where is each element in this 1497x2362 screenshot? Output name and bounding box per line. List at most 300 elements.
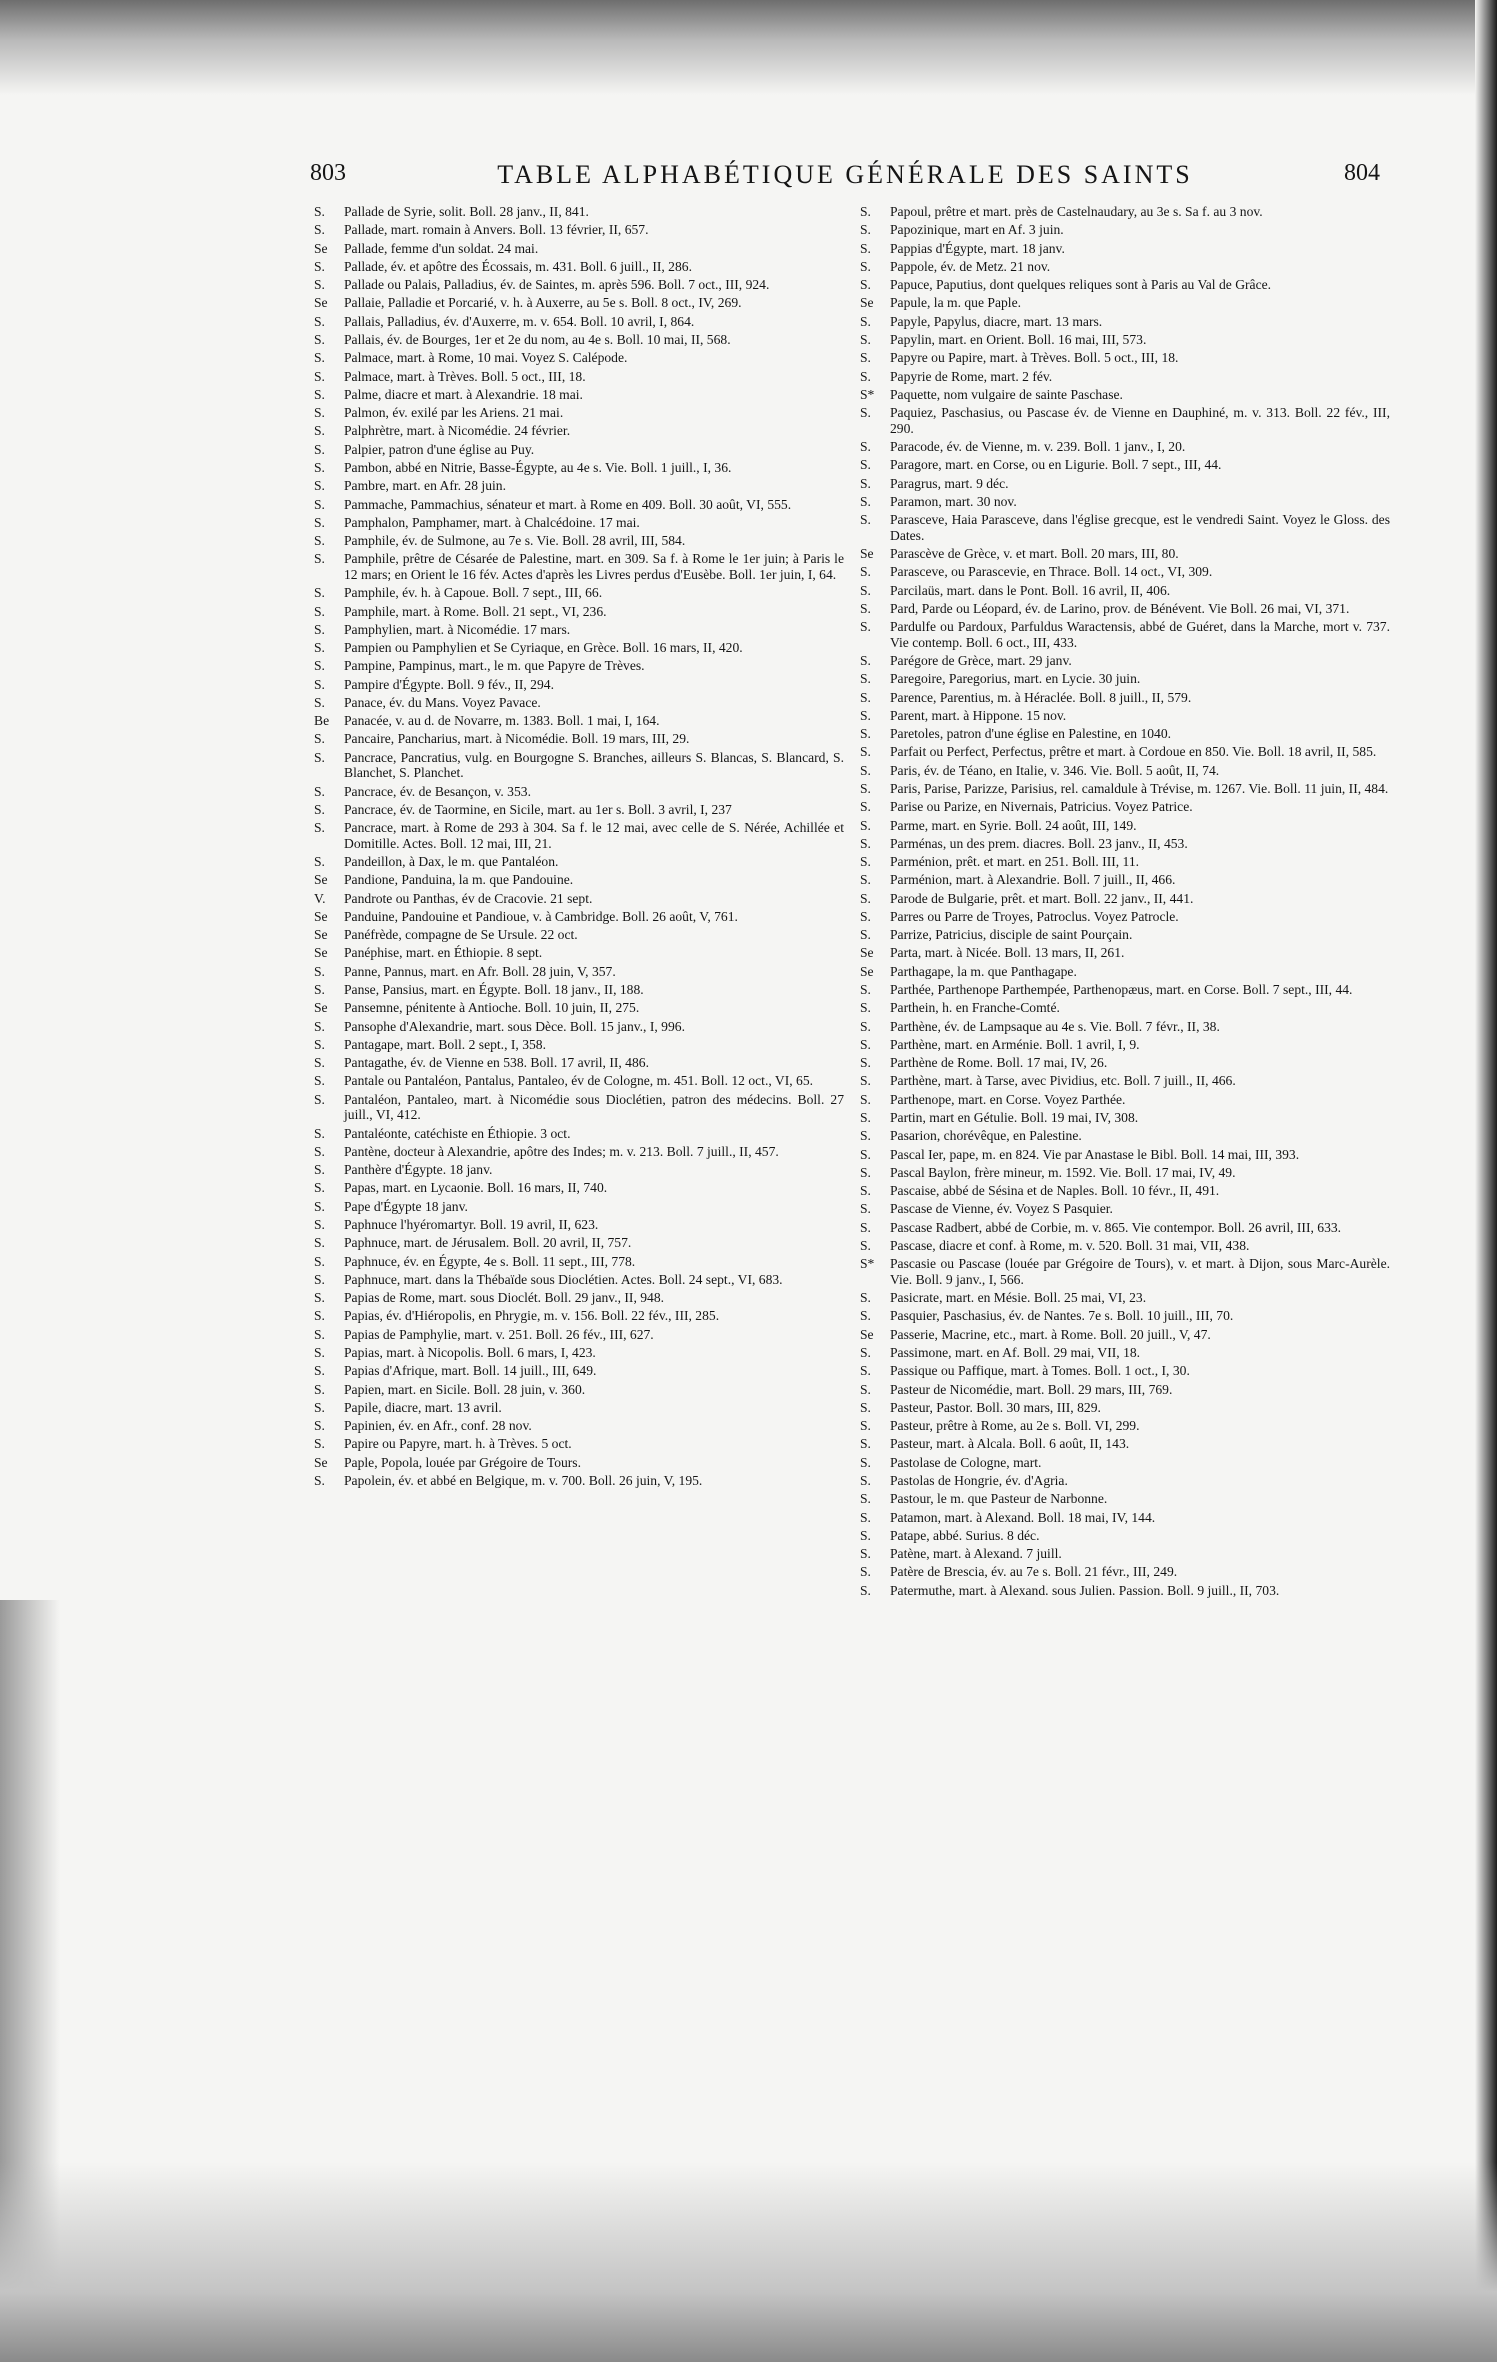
entry-prefix: S. (860, 600, 871, 616)
entry-prefix: Se (860, 295, 874, 311)
entry-prefix: S. (860, 1036, 871, 1052)
index-entry (314, 1019, 844, 1035)
page-number-left: 803 (310, 160, 346, 186)
entry-text: Parthagape, la m. que Panthagape. (890, 963, 1077, 979)
entry-prefix: S. (314, 854, 325, 870)
entry-prefix: S. (314, 1091, 325, 1107)
entry-text: Paris, Parise, Parizze, Parisius, rel. camaldule à Trévise, m. 1267. Vie. Boll. 11 juin, II, 484. (890, 780, 1389, 796)
entry-text: Pambre, mart. en Afr. 28 juin. (344, 478, 506, 494)
entry-prefix: Se (314, 908, 328, 924)
right-column (860, 204, 1390, 1601)
entry-prefix: S. (860, 652, 871, 668)
entry-prefix: Se (314, 927, 328, 943)
entry-prefix: S. (860, 1219, 871, 1235)
entry-text: Pasarion, chorévêque, en Palestine. (890, 1128, 1082, 1144)
index-entry (860, 854, 1390, 870)
scan-shadow-right (1475, 0, 1497, 2362)
entry-text: Patamon, mart. à Alexand. Boll. 18 mai, IV, 144. (890, 1509, 1156, 1525)
entry-prefix: S. (860, 222, 871, 238)
index-entry (860, 277, 1390, 293)
index-entry (860, 1491, 1390, 1507)
entry-prefix: S. (314, 405, 325, 421)
entry-prefix: S. (860, 1308, 871, 1324)
index-entry (314, 204, 844, 220)
entry-text: Pasquier, Paschasius, év. de Nantes. 7e s. Boll. 10 juill., III, 70. (890, 1308, 1234, 1324)
entry-text: Pappole, év. de Metz. 21 nov. (890, 258, 1051, 274)
entry-prefix: S. (860, 1018, 871, 1034)
index-entry (314, 1272, 844, 1288)
index-entry (860, 1564, 1390, 1580)
entry-prefix: S. (860, 1237, 871, 1253)
entry-text: Pascaise, abbé de Sésina et de Naples. Boll. 10 févr., II, 491. (890, 1183, 1220, 1199)
entry-text: Papuce, Paputius, dont quelques reliques sont à Paris au Val de Grâce. (890, 277, 1272, 293)
entry-prefix: S. (860, 1527, 871, 1543)
index-entry (314, 405, 844, 421)
entry-prefix: S. (314, 222, 325, 238)
entry-text: Pardulfe ou Pardoux, Parfuldus Waractensis, abbé de Guéret, dans la Marche, mort v. 737. Vie contemp. Boll. 6 oct., III, 433. (890, 619, 1390, 650)
index-entry (860, 1327, 1390, 1343)
entry-text: Pancrace, Pancratius, vulg. en Bourgogne S. Branches, ailleurs S. Blancas, S. Blancard, S. Blanchet, S. Planchet. (344, 749, 844, 781)
entry-prefix: S. (860, 1164, 871, 1180)
entry-prefix: S. (860, 817, 871, 833)
entry-text: Parcilaüs, mart. dans le Pont. Boll. 16 avril, II, 406. (890, 582, 1171, 598)
index-entry (860, 387, 1390, 403)
entry-text: Patermuthe, mart. à Alexand. sous Julien. Passion. Boll. 9 juill., II, 703. (890, 1582, 1280, 1598)
index-entry (860, 671, 1390, 687)
entry-text: Pamphalon, Pamphamer, mart. à Chalcédoine. 17 mai. (344, 514, 640, 530)
entry-prefix: S. (860, 927, 871, 943)
entry-prefix: S. (860, 744, 871, 760)
index-entry (860, 708, 1390, 724)
entry-prefix: S. (860, 368, 871, 384)
entry-text: Parménion, mart. à Alexandrie. Boll. 7 juill., II, 466. (890, 872, 1176, 888)
index-entry (314, 713, 844, 729)
index-entry (860, 1583, 1390, 1599)
entry-text: Paphnuce l'hyéromartyr. Boll. 19 avril, II, 623. (344, 1217, 599, 1232)
index-entry (314, 1235, 844, 1251)
entry-text: Pamphylien, mart. à Nicomédie. 17 mars. (344, 621, 571, 637)
index-entry (860, 836, 1390, 852)
entry-text: Pallade, év. et apôtre des Écossais, m. 431. Boll. 6 juill., II, 286. (344, 258, 692, 274)
entry-text: Pape d'Égypte 18 janv. (344, 1198, 468, 1214)
index-entry (314, 677, 844, 693)
index-entry (860, 1308, 1390, 1324)
entry-prefix: S. (314, 514, 325, 530)
entry-text: Pamphile, év. de Sulmone, au 7e s. Vie. Boll. 28 avril, III, 584. (344, 533, 686, 549)
index-entry (314, 295, 844, 311)
entry-text: Pammache, Pammachius, sénateur et mart. à Rome en 409. Boll. 30 août, VI, 555. (344, 496, 792, 512)
entry-prefix: S. (860, 240, 871, 256)
entry-text: Pamphile, mart. à Rome. Boll. 21 sept., VI, 236. (344, 603, 607, 619)
entry-text: Parménion, prêt. et mart. en 251. Boll. III, 11. (890, 854, 1140, 870)
entry-prefix: Se (314, 872, 328, 888)
index-entry (860, 241, 1390, 257)
entry-text: Partin, mart en Gétulie. Boll. 19 mai, IV, 308. (890, 1110, 1139, 1125)
entry-text: Papien, mart. en Sicile. Boll. 28 juin, v. 360. (344, 1381, 586, 1397)
entry-text: Pasteur, prêtre à Rome, au 2e s. Boll. VI, 299. (890, 1418, 1140, 1434)
entry-text: Parthein, h. en Franche-Comté. (890, 1000, 1060, 1016)
entry-text: Parasceve, Haia Parasceve, dans l'église grecque, est le vendredi Saint. Voyez le Gloss. des Dates. (890, 512, 1390, 543)
index-entry (314, 533, 844, 549)
entry-prefix: S. (314, 1381, 325, 1397)
entry-text: Pascal Baylon, frère mineur, m. 1592. Vie. Boll. 17 mai, IV, 49. (890, 1164, 1236, 1180)
entry-text: Papias de Rome, mart. sous Dioclét. Boll. 29 janv., II, 948. (344, 1290, 665, 1306)
entry-prefix: S. (314, 1125, 325, 1141)
index-entry (314, 1455, 844, 1471)
entry-prefix: S. (860, 475, 871, 491)
entry-prefix: S. (860, 438, 871, 454)
scan-shadow-top (0, 0, 1497, 95)
entry-prefix: S. (860, 1363, 871, 1379)
entry-text: Paquette, nom vulgaire de sainte Paschase. (890, 386, 1123, 402)
entry-text: Parthène, év. de Lampsaque au 4e s. Vie. Boll. 7 févr., II, 38. (890, 1018, 1220, 1034)
entry-prefix: S. (860, 1582, 871, 1598)
entry-prefix: S. (314, 1271, 325, 1287)
index-entry (314, 1418, 844, 1434)
index-entry (314, 945, 844, 961)
index-entry (314, 314, 844, 330)
entry-text: Palmace, mart. à Rome, 10 mai. Voyez S. Calépode. (344, 350, 628, 366)
entry-prefix: S. (314, 694, 325, 710)
index-entry (314, 658, 844, 674)
entry-prefix: S. (314, 820, 325, 836)
index-entry (860, 295, 1390, 311)
index-entry (314, 964, 844, 980)
entry-text: Pascase, diacre et conf. à Rome, m. v. 520. Boll. 31 mai, VII, 438. (890, 1237, 1250, 1253)
entry-text: Passerie, Macrine, etc., mart. à Rome. Boll. 20 juill., V, 47. (890, 1326, 1211, 1342)
entry-prefix: S. (314, 1217, 325, 1232)
entry-prefix: S. (314, 313, 325, 329)
entry-text: Pantagathe, év. de Vienne en 538. Boll. 17 avril, II, 486. (344, 1055, 649, 1071)
entry-text: Pard, Parde ou Léopard, év. de Larino, prov. de Bénévent. Vie Boll. 26 mai, VI, 371. (890, 600, 1350, 616)
entry-prefix: S. (860, 726, 871, 742)
index-entry (314, 1092, 844, 1123)
entry-text: Patère de Brescia, év. au 7e s. Boll. 21 févr., III, 249. (890, 1564, 1178, 1580)
index-entry (314, 909, 844, 925)
entry-prefix: S. (860, 1399, 871, 1415)
entry-prefix: S. (860, 1055, 871, 1071)
entry-text: Palphrètre, mart. à Nicomédie. 24 février. (344, 423, 571, 439)
index-entry (860, 1363, 1390, 1379)
entry-text: Parthenope, mart. en Corse. Voyez Parthée. (890, 1091, 1126, 1107)
index-entry (860, 1055, 1390, 1071)
index-entry (860, 583, 1390, 599)
entry-text: Pamphile, prêtre de Césarée de Palestine, mart. en 309. Sa f. à Rome le 1er juin; à Paris le 12 mars; en Orient le 16 fév. Actes d'après les Livres perdus d'Eusèbe. Boll. 1er juin, I, 64. (344, 551, 844, 582)
index-entry (314, 622, 844, 638)
index-entry (860, 564, 1390, 580)
entry-prefix: S. (860, 762, 871, 778)
entry-prefix: S. (860, 872, 871, 888)
index-entry (314, 350, 844, 366)
entry-text: Pallade, mart. romain à Anvers. Boll. 13 février, II, 657. (344, 222, 649, 238)
index-entry (860, 1436, 1390, 1452)
entry-prefix: S. (860, 1418, 871, 1434)
index-entry (314, 222, 844, 238)
entry-prefix: S. (860, 204, 871, 219)
entry-prefix: S. (860, 313, 871, 329)
index-entry (860, 1165, 1390, 1181)
entry-text: Pastolas de Hongrie, év. d'Agria. (890, 1472, 1068, 1488)
entry-prefix: S. (314, 801, 325, 817)
index-entry (860, 1382, 1390, 1398)
entry-prefix: S. (860, 1491, 871, 1507)
entry-text: Papile, diacre, mart. 13 avril. (344, 1399, 502, 1415)
entry-text: Papolein, év. et abbé en Belgique, m. v. 700. Boll. 26 juin, V, 195. (344, 1472, 703, 1488)
entry-text: Pandeillon, à Dax, le m. que Pantaléon. (344, 854, 559, 870)
entry-prefix: S. (314, 982, 325, 998)
entry-prefix: S. (860, 331, 871, 347)
entry-prefix: S. (860, 1091, 871, 1107)
index-entry (860, 619, 1390, 650)
entry-text: Paragore, mart. en Corse, ou en Ligurie. Boll. 7 sept., III, 44. (890, 457, 1222, 473)
index-entry (314, 1055, 844, 1071)
index-entry (314, 515, 844, 531)
entry-prefix: S. (860, 350, 871, 366)
index-entry (860, 405, 1390, 436)
entry-prefix: S. (314, 621, 325, 637)
index-entry (860, 512, 1390, 543)
index-entry (860, 314, 1390, 330)
entry-text: Papyle, Papylus, diacre, mart. 13 mars. (890, 313, 1103, 329)
entry-text: Pantaléonte, catéchiste en Éthiopie. 3 oct. (344, 1125, 571, 1141)
index-entry (314, 1073, 844, 1089)
index-entry (314, 1473, 844, 1489)
entry-text: Parthène, mart. en Arménie. Boll. 1 avril, I, 9. (890, 1036, 1140, 1052)
entry-prefix: Se (314, 945, 328, 961)
entry-text: Parthène, mart. à Tarse, avec Pividius, etc. Boll. 7 juill., II, 466. (890, 1073, 1236, 1089)
entry-prefix: S. (314, 640, 325, 656)
entry-prefix: S. (314, 1198, 325, 1214)
entry-prefix: S. (860, 799, 871, 815)
index-entry (314, 442, 844, 458)
entry-text: Paracode, év. de Vienne, m. v. 239. Boll. 1 janv., I, 20. (890, 438, 1186, 454)
entry-prefix: S. (314, 1143, 325, 1159)
index-entry (860, 350, 1390, 366)
entry-text: Parta, mart. à Nicée. Boll. 13 mars, II, 261. (890, 945, 1125, 961)
entry-prefix: Se (314, 295, 328, 311)
index-entry (860, 799, 1390, 815)
entry-prefix: S. (860, 493, 871, 509)
index-entry (860, 259, 1390, 275)
entry-text: Pasicrate, mart. en Mésie. Boll. 25 mai, VI, 23. (890, 1290, 1147, 1306)
entry-prefix: S. (314, 1036, 325, 1052)
index-entry (314, 387, 844, 403)
index-entry (860, 818, 1390, 834)
entry-text: Panace, év. du Mans. Voyez Pavace. (344, 694, 541, 710)
entry-prefix: S. (860, 1344, 871, 1360)
entry-text: Patape, abbé. Surius. 8 déc. (890, 1527, 1040, 1543)
index-entry (860, 927, 1390, 943)
entry-text: Passique ou Paffique, mart. à Tomes. Boll. 1 oct., I, 30. (890, 1363, 1190, 1379)
entry-prefix: S. (860, 780, 871, 796)
entry-text: Passimone, mart. en Af. Boll. 29 mai, VII, 18. (890, 1344, 1141, 1360)
entry-text: Panéphise, mart. en Éthiopie. 8 sept. (344, 945, 543, 961)
entry-text: Pascase Radbert, abbé de Corbie, m. v. 865. Vie contempor. Boll. 26 avril, III, 633. (890, 1219, 1342, 1235)
index-entry (314, 784, 844, 800)
entry-prefix: S. (314, 533, 325, 549)
entry-text: Parme, mart. en Syrie. Boll. 24 août, III, 149. (890, 817, 1137, 833)
scan-shadow-bottom (0, 2162, 1497, 2362)
entry-prefix: S. (860, 1073, 871, 1089)
index-entry (314, 1199, 844, 1215)
index-entry (860, 1201, 1390, 1217)
entry-text: Pallais, év. de Bourges, 1er et 2e du nom, au 4e s. Boll. 10 mai, II, 568. (344, 331, 731, 347)
entry-text: Papoul, prêtre et mart. près de Castelnaudary, au 3e s. Sa f. au 3 nov. (890, 204, 1263, 219)
index-entry (314, 551, 844, 582)
entry-text: Palme, diacre et mart. à Alexandrie. 18 mai. (344, 386, 583, 402)
index-entry (860, 1256, 1390, 1287)
index-entry (860, 476, 1390, 492)
index-entry (314, 1363, 844, 1379)
index-entry (860, 1400, 1390, 1416)
index-entry (860, 945, 1390, 961)
entry-prefix: S. (860, 1472, 871, 1488)
entry-prefix: S. (314, 749, 325, 765)
index-entry (314, 750, 844, 781)
entry-prefix: S. (314, 441, 325, 457)
index-entry (860, 546, 1390, 562)
entry-text: Pantaléon, Pantaleo, mart. à Nicomédie sous Dioclétien, patron des médecins. Boll. 27 juill., VI, 412. (344, 1091, 844, 1123)
entry-prefix: S. (314, 1073, 325, 1089)
entry-prefix: S. (314, 676, 325, 692)
entry-text: Paple, Popola, louée par Grégoire de Tours. (344, 1454, 582, 1470)
index-entry (860, 1128, 1390, 1144)
entry-prefix: S. (860, 1183, 871, 1199)
entry-text: Palmon, év. exilé par les Ariens. 21 mai. (344, 405, 564, 421)
index-entry (860, 1473, 1390, 1489)
entry-prefix: S. (314, 963, 325, 979)
entry-text: Pandrote ou Panthas, év de Cracovie. 21 sept. (344, 890, 593, 906)
entry-prefix: V. (314, 890, 326, 906)
index-entry (860, 1290, 1390, 1306)
index-entry (860, 909, 1390, 925)
entry-prefix: S. (314, 277, 325, 293)
index-entry (314, 872, 844, 888)
entry-text: Parise ou Parize, en Nivernais, Patricius. Voyez Patrice. (890, 799, 1193, 815)
index-entry (860, 726, 1390, 742)
entry-prefix: Se (860, 545, 874, 561)
entry-prefix: S. (860, 1128, 871, 1144)
index-entry (314, 478, 844, 494)
index-entry (860, 744, 1390, 760)
entry-text: Papias, év. d'Hiéropolis, en Phrygie, m. v. 156. Boll. 22 fév., III, 285. (344, 1308, 720, 1324)
page-title: TABLE ALPHABÉTIQUE GÉNÉRALE DES SAINTS (497, 160, 1193, 189)
entry-text: Pappias d'Égypte, mart. 18 janv. (890, 240, 1065, 256)
entry-text: Pallade de Syrie, solit. Boll. 28 janv., II, 841. (344, 204, 589, 219)
index-entry (314, 731, 844, 747)
entry-text: Paramon, mart. 30 nov. (890, 493, 1017, 509)
entry-prefix: Se (314, 1454, 328, 1470)
index-entry (860, 1147, 1390, 1163)
entry-text: Paragrus, mart. 9 déc. (890, 475, 1009, 491)
index-entry (314, 369, 844, 385)
index-entry (860, 653, 1390, 669)
entry-prefix: S. (860, 689, 871, 705)
entry-prefix: S. (314, 783, 325, 799)
entry-prefix: S. (860, 258, 871, 274)
index-entry (860, 204, 1390, 220)
entry-text: Pascasie ou Pascase (louée par Grégoire de Tours), v. et mart. à Dijon, sous Marc-Aurèle. Vie. Boll. 9 janv., I, 566. (890, 1256, 1390, 1287)
entry-prefix: S. (860, 457, 871, 473)
entry-text: Parasceve, ou Parascevie, en Thrace. Boll. 14 oct., VI, 309. (890, 564, 1213, 580)
entry-prefix: S. (860, 1546, 871, 1562)
entry-prefix: S. (860, 277, 871, 293)
entry-text: Panne, Pannus, mart. en Afr. Boll. 28 juin, V, 357. (344, 963, 616, 979)
entry-prefix: S. (314, 204, 325, 219)
index-entry (314, 1037, 844, 1053)
index-entry (860, 1183, 1390, 1199)
index-entry (860, 891, 1390, 907)
index-entry (860, 872, 1390, 888)
index-entry (314, 423, 844, 439)
entry-prefix: S. (314, 1436, 325, 1452)
index-entry (314, 1436, 844, 1452)
entry-text: Pampire d'Égypte. Boll. 9 fév., II, 294. (344, 676, 554, 692)
entry-text: Pancrace, mart. à Rome de 293 à 304. Sa f. le 12 mai, avec celle de S. Nérée, Achillée et Domitille. Actes. Boll. 12 mai, III, 21. (344, 820, 844, 851)
entry-text: Parres ou Parre de Troyes, Patroclus. Voyez Patrocle. (890, 908, 1179, 924)
entry-prefix: S. (860, 1110, 871, 1125)
entry-prefix: S. (314, 585, 325, 601)
index-entry (860, 494, 1390, 510)
entry-text: Pallais, Palladius, év. d'Auxerre, m. v. 654. Boll. 10 avril, I, 864. (344, 313, 695, 329)
entry-text: Palmace, mart. à Trèves. Boll. 5 oct., III, 18. (344, 368, 586, 384)
entry-text: Pascase de Vienne, év. Voyez S Pasquier. (890, 1201, 1113, 1217)
entry-prefix: S. (314, 1399, 325, 1415)
entry-text: Papyrie de Rome, mart. 2 fév. (890, 368, 1053, 384)
entry-text: Pasteur de Nicomédie, mart. Boll. 29 mars, III, 769. (890, 1381, 1173, 1397)
entry-text: Pambon, abbé en Nitrie, Basse-Égypte, au 4e s. Vie. Boll. 1 juill., I, 36. (344, 459, 732, 475)
entry-prefix: S. (314, 1055, 325, 1071)
entry-text: Panduine, Pandouine et Pandioue, v. à Cambridge. Boll. 26 août, V, 761. (344, 908, 738, 924)
entry-text: Pansemne, pénitente à Antioche. Boll. 10 juin, II, 275. (344, 1000, 640, 1016)
entry-prefix: S. (314, 1235, 325, 1251)
entry-text: Paphnuce, mart. dans la Thébaïde sous Dioclétien. Actes. Boll. 24 sept., VI, 683. (344, 1271, 783, 1287)
entry-prefix: S. (314, 551, 325, 567)
entry-text: Pansophe d'Alexandrie, mart. sous Dèce. Boll. 15 janv., I, 996. (344, 1018, 685, 1034)
page-header (310, 160, 1380, 196)
index-entry (860, 1510, 1390, 1526)
index-entry (314, 1000, 844, 1016)
entry-text: Panéfrède, compagne de Se Ursule. 22 oct. (344, 927, 578, 943)
index-entry (860, 964, 1390, 980)
index-entry (860, 982, 1390, 998)
entry-text: Paphnuce, év. en Égypte, 4e s. Boll. 11 sept., III, 778. (344, 1253, 636, 1269)
index-entry (314, 640, 844, 656)
index-entry (314, 891, 844, 907)
entry-text: Parégore de Grèce, mart. 29 janv. (890, 652, 1072, 668)
entry-text: Pampien ou Pamphylien et Se Cyriaque, en Grèce. Boll. 16 mars, II, 420. (344, 640, 743, 656)
index-entry (314, 982, 844, 998)
entry-prefix: S. (314, 1253, 325, 1269)
index-entry (860, 1418, 1390, 1434)
entry-prefix: S. (860, 512, 871, 528)
entry-text: Pancaire, Pancharius, mart. à Nicomédie. Boll. 19 mars, III, 29. (344, 731, 690, 747)
index-entry (314, 1400, 844, 1416)
entry-text: Papinien, év. en Afr., conf. 28 nov. (344, 1418, 532, 1434)
entry-text: Pantale ou Pantaléon, Pantalus, Pantaleo, év de Cologne, m. 451. Boll. 12 oct., VI, 65. (344, 1073, 814, 1089)
index-entry (314, 277, 844, 293)
index-entry (314, 802, 844, 818)
index-entry (314, 259, 844, 275)
entry-text: Pantène, docteur à Alexandrie, apôtre des Indes; m. v. 213. Boll. 7 juill., II, 457. (344, 1143, 779, 1159)
entry-prefix: S. (314, 1418, 325, 1434)
entry-text: Pascal Ier, pape, m. en 824. Vie par Anastase le Bibl. Boll. 14 mai, III, 393. (890, 1146, 1300, 1162)
entry-prefix: S. (314, 1344, 325, 1360)
index-entry (314, 1345, 844, 1361)
entry-prefix: Se (860, 945, 874, 961)
entry-prefix: S. (314, 386, 325, 402)
entry-text: Pallade ou Palais, Palladius, év. de Saintes, m. après 596. Boll. 7 oct., III, 924. (344, 277, 770, 293)
